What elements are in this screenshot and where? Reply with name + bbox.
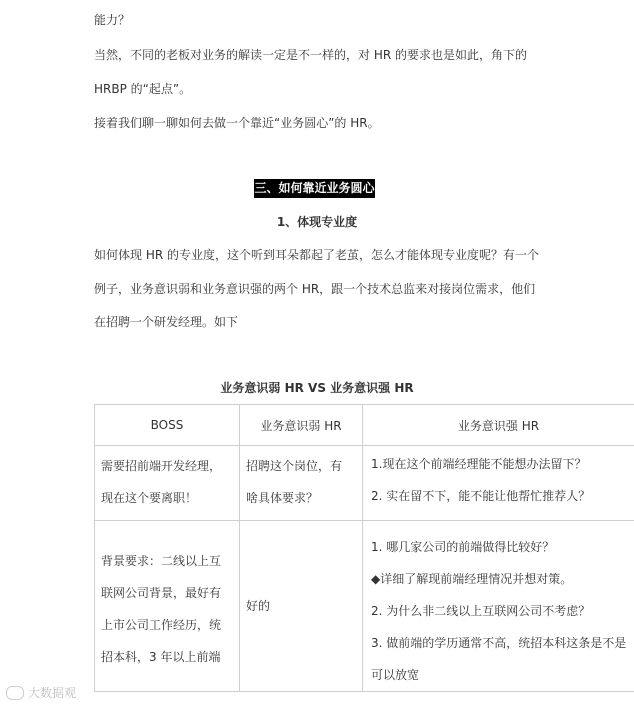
cell-line: 啥具体要求？ — [246, 491, 319, 505]
paragraph-line: 当然，不同的老板对业务的解读一定是不一样的，对 HR 的要求也是如此，角下的 — [94, 48, 527, 62]
comparison-table — [94, 404, 634, 692]
cell-strong — [363, 446, 634, 521]
cell-line: 1.现在这个前端经理能不能想办法留下？ — [371, 457, 587, 471]
table-header-row — [95, 405, 634, 446]
cell-line: 招聘这个岗位，有 — [246, 459, 343, 473]
body-line: 例子，业务意识弱和业务意识强的两个 HR，跟一个技术总监来对接岗位需求，他们 — [94, 282, 536, 296]
table-caption: 业务意识弱 HR VS 业务意识强 HR — [220, 381, 414, 395]
cell-line: 好的 — [246, 599, 271, 613]
paragraph-line: HRBP 的“起点”。 — [94, 82, 192, 96]
watermark-text: 大数据观 — [28, 686, 77, 700]
cell-line: 可以放宽 — [371, 668, 420, 682]
table-row — [95, 521, 634, 692]
cell-line: 招本科，3 年以上前端 — [101, 650, 221, 664]
body-line: 在招聘一个研发经理。如下 — [94, 315, 239, 329]
cell-line: ◆详细了解现前端经理情况并想对策。 — [371, 572, 573, 586]
cell-boss — [95, 446, 240, 521]
cell-weak — [240, 446, 363, 521]
header-strong-hr: 业务意识强 HR — [363, 405, 634, 446]
watermark — [6, 684, 76, 701]
cell-line: 2. 为什么非二线以上互联网公司不考虑？ — [371, 604, 591, 618]
cell-line: 联网公司背景，最好有 — [101, 586, 222, 600]
cell-line: 背景要求：二线以上互 — [101, 554, 222, 568]
section-heading: 三、如何靠近业务圆心 — [254, 179, 375, 198]
cell-line: 3. 做前端的学历通常不高，统招本科这条是不是 — [371, 636, 627, 650]
cell-line: 1. 哪几家公司的前端做得比较好？ — [371, 540, 555, 554]
header-boss: BOSS — [95, 405, 240, 446]
cell-boss — [95, 521, 240, 692]
paragraph-line: 接着我们聊一聊如何去做一个靠近“业务圆心”的 HR。 — [94, 116, 380, 130]
table-row — [95, 446, 634, 521]
cell-weak — [240, 521, 363, 692]
paragraph-line: 能力？ — [94, 13, 131, 27]
cell-line: 2. 实在留不下，能不能让他帮忙推荐人？ — [371, 489, 591, 503]
body-line: 如何体现 HR 的专业度，这个听到耳朵都起了老茧，怎么才能体现专业度呢？有一个 — [94, 248, 539, 262]
cell-line: 需要招前端开发经理， — [101, 459, 222, 473]
cell-line: 上市公司工作经历，统 — [101, 618, 222, 632]
header-weak-hr: 业务意识弱 HR — [240, 405, 363, 446]
cell-strong — [363, 521, 634, 692]
cell-line: 现在这个要离职！ — [101, 491, 198, 505]
subheading: 1、体现专业度 — [276, 215, 358, 229]
watermark-logo-icon — [6, 686, 24, 700]
